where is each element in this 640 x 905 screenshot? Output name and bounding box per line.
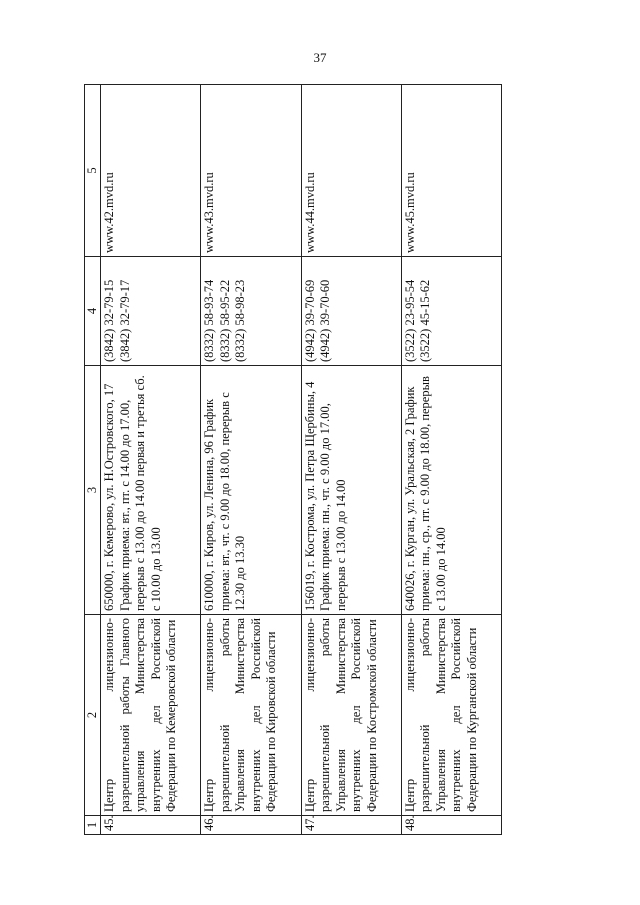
address-schedule: 640026, г. Курган, ул. Уральская, 2 График приема: пн., ср., пт. с 9.00 до 18.00, перерыв с 13.00 до 14.00 <box>401 366 501 615</box>
row-number: 47. <box>301 816 401 835</box>
phone-numbers: (3522) 23-95-54 (3522) 45-15-62 <box>401 257 501 366</box>
organization-name: Центр лицензионно-разрешительной работы Управления Министерства внутренних дел Российской Федерации по Кировской области <box>201 615 301 816</box>
organization-name: Центр лицензионно-разрешительной работы Главного управления Министерства внутренних дел Российской Федерации по Кемеровской области <box>101 615 201 816</box>
table-row <box>201 85 301 835</box>
table-row <box>301 85 401 835</box>
organization-name: Центр лицензионно-разрешительной работы Управления Министерства внутренних дел Российской Федерации по Костромской области <box>301 615 401 816</box>
licensing-centers-table <box>84 84 502 835</box>
phone-numbers: (4942) 39-70-69 (4942) 39-70-60 <box>301 257 401 366</box>
phone-numbers: (8332) 58-93-74 (8332) 58-95-22 (8332) 58-98-23 <box>201 257 301 366</box>
rotated-table-wrapper <box>84 90 502 835</box>
website-link[interactable]: www.42.mvd.ru <box>101 85 201 257</box>
header-row <box>85 85 101 835</box>
table-row <box>101 85 201 835</box>
rotated-table-container <box>84 90 502 835</box>
website-link[interactable]: www.45.mvd.ru <box>401 85 501 257</box>
address-schedule: 650000, г. Кемерово, ул. Н.Островского, 17 График приема: вт., пт. с 14.00 до 17.00, перерыв с 13.00 до 14.00 первая и третья сб. с 10.00 до 13.00 <box>101 366 201 615</box>
website-link[interactable]: www.44.mvd.ru <box>301 85 401 257</box>
column-header-5: 5 <box>85 85 101 257</box>
table-row <box>401 85 501 835</box>
row-number: 46. <box>201 816 301 835</box>
column-header-2: 2 <box>85 615 101 816</box>
address-schedule: 610000, г. Киров, ул. Ленина, 96 График приема: вт., чт. с 9.00 до 18.00, перерыв с 12.30 до 13.30 <box>201 366 301 615</box>
row-number: 45. <box>101 816 201 835</box>
row-number: 48. <box>401 816 501 835</box>
page-number: 37 <box>313 50 327 65</box>
column-header-4: 4 <box>85 257 101 366</box>
column-header-1: 1 <box>85 816 101 835</box>
organization-name: Центр лицензионно-разрешительной работы Управления Министерства внутренних дел Российской Федерации по Курганской области <box>401 615 501 816</box>
phone-numbers: (3842) 32-79-15 (3842) 32-79-17 <box>101 257 201 366</box>
address-schedule: 156019, г. Кострома, ул. Петра Щербины, 4 График приема: пн., чт. с 9.00 до 17.00, перерыв с 13.00 до 14.00 <box>301 366 401 615</box>
website-link[interactable]: www.43.mvd.ru <box>201 85 301 257</box>
column-header-3: 3 <box>85 366 101 615</box>
